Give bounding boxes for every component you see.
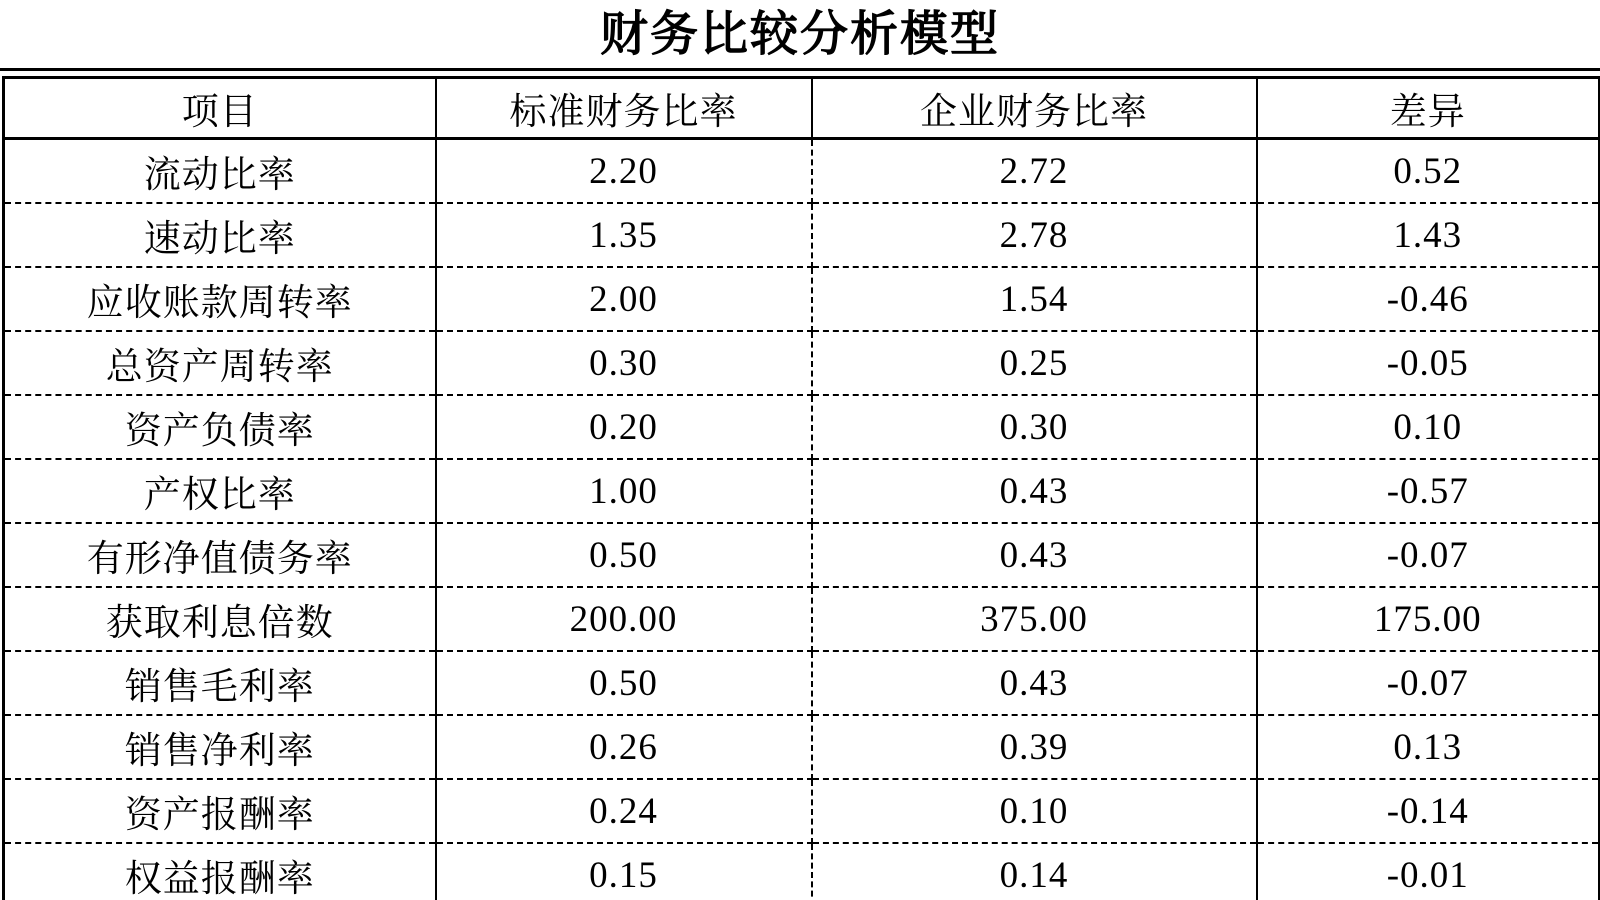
difference-cell: 1.43 bbox=[1257, 203, 1600, 267]
enterprise-ratio-cell: 0.10 bbox=[812, 779, 1257, 843]
difference-cell: 175.00 bbox=[1257, 587, 1600, 651]
table-row bbox=[4, 459, 1600, 523]
table-row bbox=[4, 651, 1600, 715]
table-body bbox=[4, 139, 1600, 900]
difference-cell: 0.10 bbox=[1257, 395, 1600, 459]
enterprise-ratio-cell: 0.39 bbox=[812, 715, 1257, 779]
table-row bbox=[4, 139, 1600, 204]
standard-ratio-cell: 1.00 bbox=[436, 459, 812, 523]
standard-ratio-cell: 1.35 bbox=[436, 203, 812, 267]
header-item: 项目 bbox=[4, 78, 436, 139]
header-enterprise-ratio: 企业财务比率 bbox=[812, 78, 1257, 139]
standard-ratio-cell: 0.24 bbox=[436, 779, 812, 843]
item-cell: 销售净利率 bbox=[4, 715, 436, 779]
standard-ratio-cell: 0.30 bbox=[436, 331, 812, 395]
standard-ratio-cell: 0.15 bbox=[436, 843, 812, 900]
difference-cell: 0.13 bbox=[1257, 715, 1600, 779]
table-row bbox=[4, 395, 1600, 459]
standard-ratio-cell: 0.50 bbox=[436, 523, 812, 587]
enterprise-ratio-cell: 0.43 bbox=[812, 651, 1257, 715]
title-divider-rule bbox=[0, 68, 1600, 71]
table-row bbox=[4, 523, 1600, 587]
enterprise-ratio-cell: 2.78 bbox=[812, 203, 1257, 267]
standard-ratio-cell: 0.20 bbox=[436, 395, 812, 459]
table-row bbox=[4, 587, 1600, 651]
enterprise-ratio-cell: 0.14 bbox=[812, 843, 1257, 900]
page-title: 财务比较分析模型 bbox=[599, 8, 1000, 61]
item-cell: 权益报酬率 bbox=[4, 843, 436, 900]
standard-ratio-cell: 0.26 bbox=[436, 715, 812, 779]
difference-cell: -0.07 bbox=[1257, 651, 1600, 715]
table-row bbox=[4, 779, 1600, 843]
header-standard-ratio: 标准财务比率 bbox=[436, 78, 812, 139]
item-cell: 总资产周转率 bbox=[4, 331, 436, 395]
enterprise-ratio-cell: 0.30 bbox=[812, 395, 1257, 459]
item-cell: 产权比率 bbox=[4, 459, 436, 523]
table-header bbox=[4, 78, 1600, 139]
difference-cell: -0.46 bbox=[1257, 267, 1600, 331]
header-row bbox=[4, 78, 1600, 139]
standard-ratio-cell: 200.00 bbox=[436, 587, 812, 651]
enterprise-ratio-cell: 2.72 bbox=[812, 139, 1257, 204]
standard-ratio-cell: 0.50 bbox=[436, 651, 812, 715]
enterprise-ratio-cell: 0.43 bbox=[812, 523, 1257, 587]
item-cell: 速动比率 bbox=[4, 203, 436, 267]
enterprise-ratio-cell: 0.43 bbox=[812, 459, 1257, 523]
enterprise-ratio-cell: 0.25 bbox=[812, 331, 1257, 395]
difference-cell: -0.05 bbox=[1257, 331, 1600, 395]
difference-cell: -0.01 bbox=[1257, 843, 1600, 900]
enterprise-ratio-cell: 1.54 bbox=[812, 267, 1257, 331]
item-cell: 销售毛利率 bbox=[4, 651, 436, 715]
difference-cell: -0.07 bbox=[1257, 523, 1600, 587]
item-cell: 应收账款周转率 bbox=[4, 267, 436, 331]
difference-cell: 0.52 bbox=[1257, 139, 1600, 204]
item-cell: 流动比率 bbox=[4, 139, 436, 204]
item-cell: 获取利息倍数 bbox=[4, 587, 436, 651]
item-cell: 有形净值债务率 bbox=[4, 523, 436, 587]
table-row bbox=[4, 267, 1600, 331]
table-row bbox=[4, 331, 1600, 395]
table-row bbox=[4, 715, 1600, 779]
item-cell: 资产报酬率 bbox=[4, 779, 436, 843]
item-cell: 资产负债率 bbox=[4, 395, 436, 459]
table-row bbox=[4, 843, 1600, 900]
difference-cell: -0.57 bbox=[1257, 459, 1600, 523]
standard-ratio-cell: 2.20 bbox=[436, 139, 812, 204]
financial-comparison-table bbox=[2, 76, 1600, 900]
difference-cell: -0.14 bbox=[1257, 779, 1600, 843]
enterprise-ratio-cell: 375.00 bbox=[812, 587, 1257, 651]
table-row bbox=[4, 203, 1600, 267]
header-difference: 差异 bbox=[1257, 78, 1600, 139]
standard-ratio-cell: 2.00 bbox=[436, 267, 812, 331]
